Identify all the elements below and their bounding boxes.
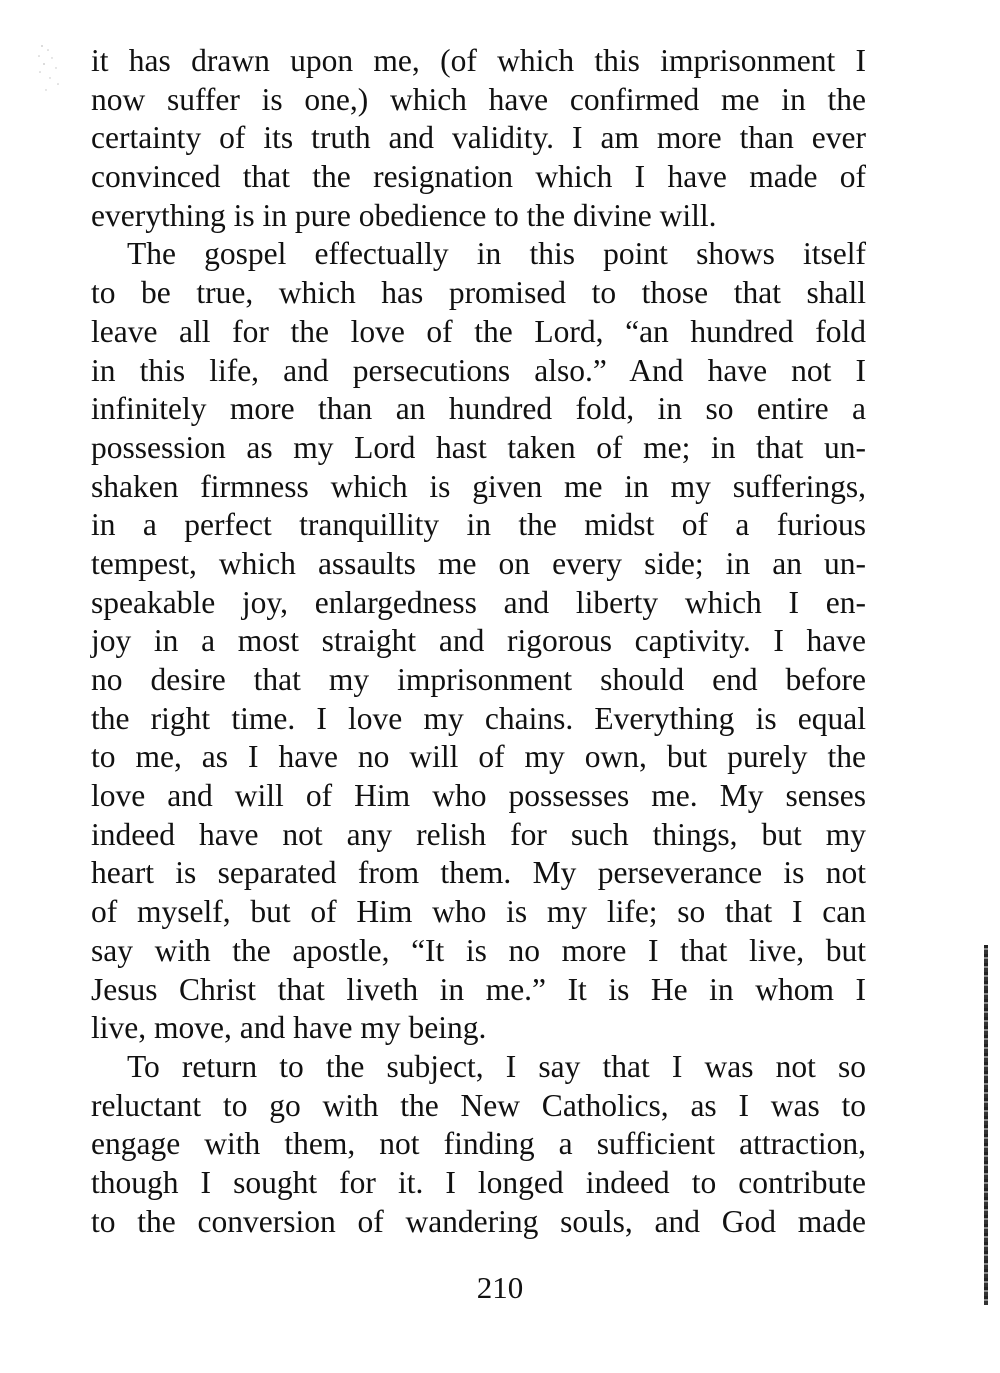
- text-line: in this life, and persecutions also.” And have not I: [91, 352, 866, 388]
- text-line: To return to the subject, I say that I was not so: [127, 1048, 866, 1084]
- text-line: The gospel effectually in this point shows itself: [127, 236, 866, 272]
- text-line: to be true, which has promised to those that shall: [91, 275, 866, 311]
- page-number: 210: [476, 1270, 524, 1305]
- text-line: it has drawn upon me, (of which this imprisonment I: [91, 43, 866, 78]
- text-line: Jesus Christ that liveth in me.” It is He in whom I: [91, 971, 866, 1007]
- text-line: tempest, which assaults me on every side; in an un-: [91, 545, 866, 581]
- text-line: leave all for the love of the Lord, “an hundred fold: [91, 313, 866, 349]
- scan-speckle-mark: [34, 40, 64, 95]
- text-line: of myself, but of Him who is my life; so that I can: [91, 894, 866, 930]
- text-line: shaken firmness which is given me in my sufferings,: [91, 468, 866, 504]
- text-line: indeed have not any relish for such things, but my: [91, 816, 866, 852]
- text-line: to me, as I have no will of my own, but purely the: [91, 739, 866, 775]
- scan-edge-mark: [984, 945, 988, 1305]
- text-line: possession as my Lord hast taken of me; in that un-: [91, 429, 866, 465]
- text-line: no desire that my imprisonment should end before: [91, 662, 866, 697]
- text-line: the right time. I love my chains. Everything is equal: [91, 700, 866, 736]
- text-line: though I sought for it. I longed indeed to contribute: [91, 1164, 866, 1200]
- text-line: infinitely more than an hundred fold, in so entire a: [91, 391, 866, 427]
- text-line: to the conversion of wandering souls, and God made: [91, 1203, 866, 1239]
- text-line: speakable joy, enlargedness and liberty which I en-: [91, 584, 866, 620]
- text-line: live, move, and have my being.: [91, 1010, 487, 1046]
- text-line: heart is separated from them. My perseverance is not: [91, 855, 866, 891]
- text-line: convinced that the resignation which I have made of: [91, 159, 866, 195]
- body-text: [91, 42, 866, 1241]
- text-line: engage with them, not finding a sufficient attraction,: [91, 1126, 866, 1162]
- text-line: in a perfect tranquillity in the midst of a furious: [91, 507, 866, 543]
- text-line: joy in a most straight and rigorous captivity. I have: [91, 623, 866, 659]
- text-line: everything is in pure obedience to the divine will.: [91, 197, 717, 233]
- text-line: love and will of Him who possesses me. My senses: [91, 778, 866, 814]
- text-line: now suffer is one,) which have confirmed me in the: [91, 81, 866, 117]
- text-line: say with the apostle, “It is no more I that live, but: [91, 932, 866, 968]
- text-line: certainty of its truth and validity. I am more than ever: [91, 120, 866, 156]
- text-line: reluctant to go with the New Catholics, as I was to: [91, 1087, 866, 1123]
